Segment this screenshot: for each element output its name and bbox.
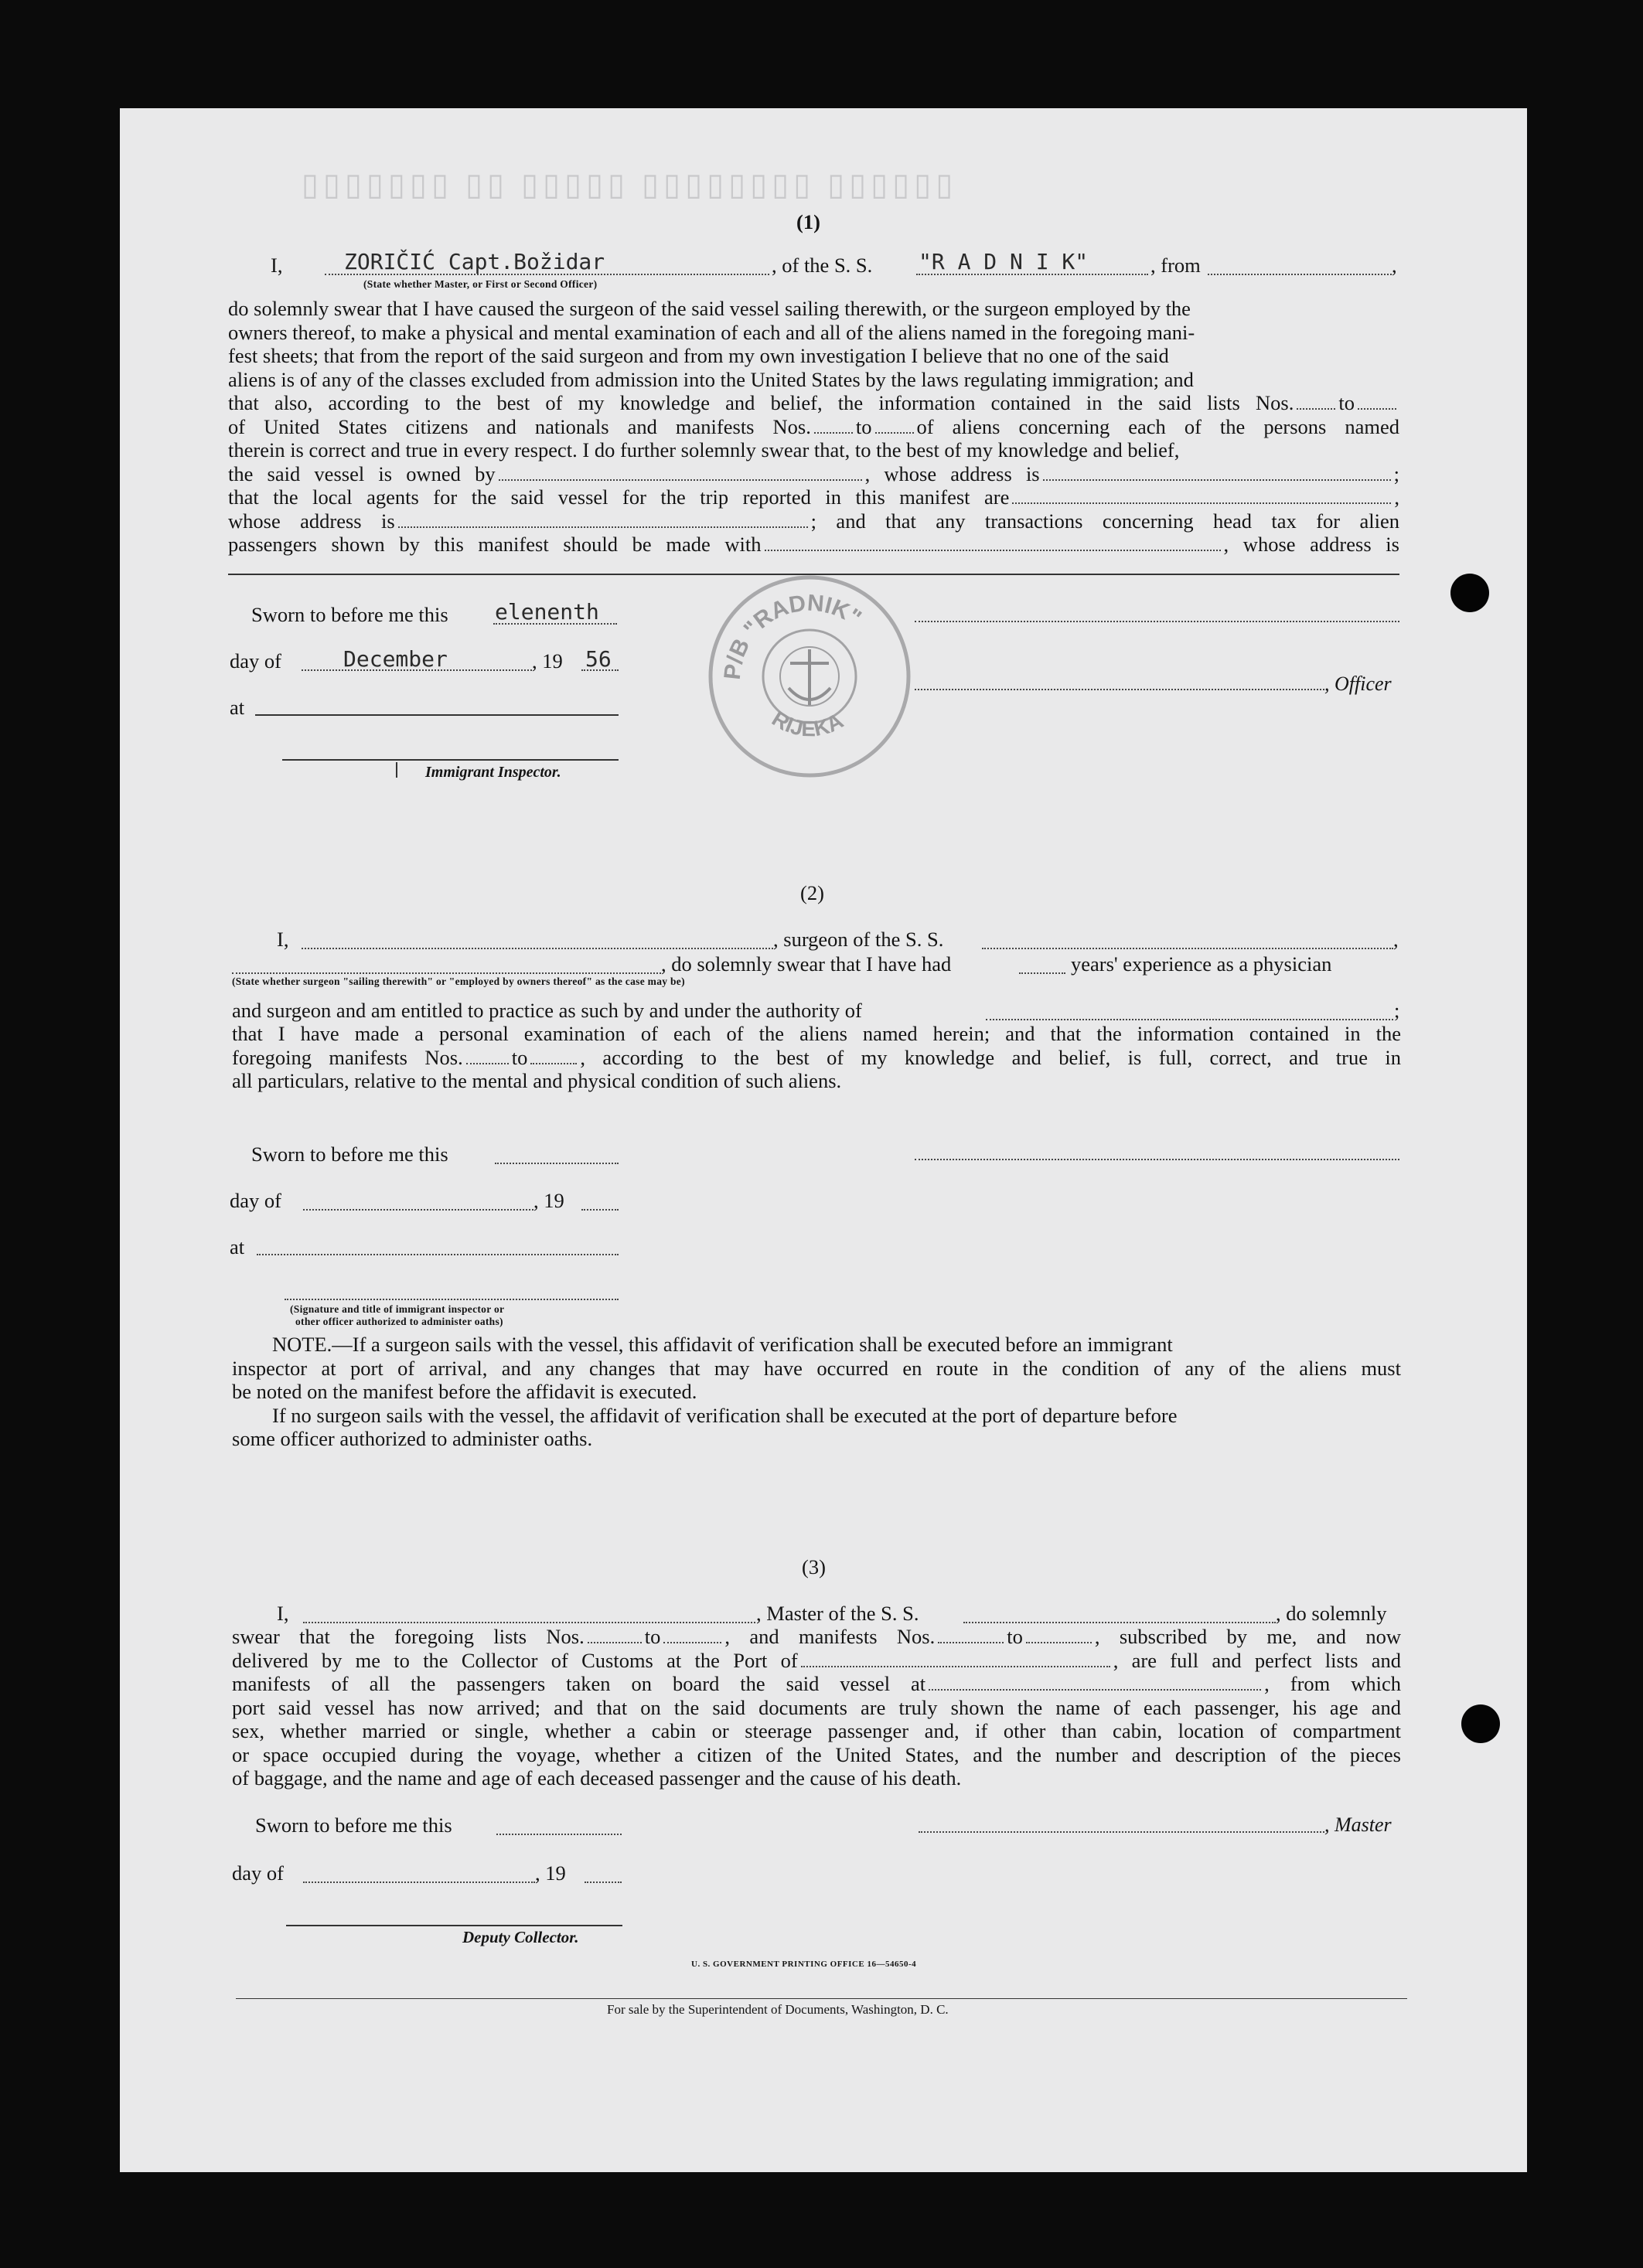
svg-text:RIJEKA: RIJEKA — [768, 706, 847, 741]
surgeon-caption: (State whether surgeon "sailing therewith" or "employed by owners thereof" as the case may be) — [232, 976, 685, 987]
sig-caption-2: other officer authorized to administer oaths) — [295, 1316, 503, 1327]
sworn-label-3: Sworn to before me this — [255, 1813, 452, 1837]
inspector-signature-line — [282, 759, 619, 761]
punch-hole — [1461, 1704, 1500, 1743]
master-pronoun: I, — [277, 1602, 289, 1625]
year-prefix-1: , 19 — [532, 649, 563, 673]
officer-caption: , Officer — [1324, 673, 1392, 695]
officer-line-1 — [915, 621, 1399, 622]
year-prefix-3: , 19 — [535, 1861, 566, 1885]
at-label-2: at — [230, 1235, 245, 1258]
swear-had-label: , do solemnly swear that I have had — [661, 952, 952, 976]
surgeon-pronoun: I, — [277, 928, 289, 951]
punch-hole — [1450, 574, 1489, 612]
officer-signature-line — [915, 689, 1324, 690]
authority-label: and surgeon and am entitled to practice as such by and under the authority of — [232, 999, 862, 1022]
year-prefix-2: , 19 — [533, 1189, 564, 1212]
from-line — [1208, 274, 1392, 275]
sworn-label-2: Sworn to before me this — [251, 1143, 448, 1166]
sworn-day: elenenth — [495, 599, 599, 625]
sale-note: For sale by the Superintendent of Documents, Washington, D. C. — [607, 2002, 949, 2017]
deputy-signature-line — [286, 1925, 622, 1926]
section3-body: swear that the foregoing lists Nos. to , and manifests Nos. to , subscribed by me, and now delivered by me to the Collector of Customs at the Port of , are full and perfect lists and manifests of all the passengers taken on board the said vessel at , from which port said vessel has now arrived; and that on the said documents are truly shown the name of each passenger, his age and sex, whether married or single, whether a cabin or steerage passenger and, if other than cabin, location of compartment or space occupied during the voyage, whether a citizen of the United States, and the number and description of the pieces of baggage, and the name and age of each deceased passenger and the cause of his death. — [232, 1625, 1401, 1790]
section-number-2: (2) — [800, 881, 824, 904]
section-number-1: (1) — [796, 210, 820, 233]
master-of-label: , Master of the S. S. — [756, 1602, 919, 1625]
years-label: years' experience as a physician — [1071, 952, 1332, 976]
surgeon-signature-line — [915, 1159, 1399, 1160]
surgeon-of-label: , surgeon of the S. S. — [773, 928, 944, 951]
day-of-label-3: day of — [232, 1861, 284, 1885]
ship-stamp — [705, 572, 914, 781]
oath-pronoun: I, — [271, 254, 283, 277]
rank-caption: (State whether Master, or First or Second Officer) — [363, 278, 598, 290]
bleed-through-text: ▯▯▯▯▯▯▯ ▯▯ ▯▯▯▯▯ ▯▯▯▯▯▯▯▯ ▯▯▯▯▯▯ — [302, 167, 958, 202]
section2-body: that I have made a personal examination of each of the aliens named herein; and that the information contained in the foregoing manifests Nos. to , according to the best of my knowledge and belief, is full, correct, and true in all particulars, relative to the mental and physical condition of such aliens. — [232, 1022, 1401, 1092]
sworn-month: December — [343, 646, 448, 672]
day-of-label-1: day of — [230, 649, 281, 673]
section1-oath: do solemnly swear that I have caused the surgeon of the said vessel sailing therewith, or the surgeon employed by the owners thereof, to make a physical and mental examination of each and all of the aliens named in the foregoing mani- fest sheets; that from the report of the said surgeon and from my own investigation I believe that no one of the said aliens is of any of the classes excluded from admission into the United States by the laws regulating immigration; and that also, according to the best of my knowledge and belief, the information contained in the said lists Nos. to of United States citizens and nationals and manifests Nos. to of aliens concerning each of the persons named therein is correct and true in every respect. I do further solemnly swear that, to the best of my knowledge and belief, the said vessel is owned by , whose address is ; that the local agents for the said vessel for the trip reported in this manifest are , whose address is ; and that any transactions concerning head tax for alien passengers shown by this manifest should be made with , whose address is — [228, 297, 1399, 556]
svg-text:P/B "RADNIK": P/B "RADNIK" — [719, 590, 866, 681]
note-block: NOTE.—If a surgeon sails with the vessel, this affidavit of verification shall be executed before an immigrant inspector at port of arrival, and any changes that may have occurred en route in the condition of any of the aliens must be noted on the manifest before the affidavit is executed. If no surgeon sails with the vessel, the affidavit of verification shall be executed at the port of departure before some officer authorized to administer oaths. — [232, 1333, 1401, 1450]
master-caption: , Master — [1324, 1813, 1392, 1836]
deputy-caption: Deputy Collector. — [462, 1928, 579, 1946]
sworn-label-1: Sworn to before me this — [251, 603, 448, 626]
sworn-year: 56 — [585, 646, 612, 672]
sig-caption-1: (Signature and title of immigrant inspector or — [290, 1303, 505, 1315]
master-name: ZORIČIĆ Capt.Božidar — [344, 249, 605, 274]
printing-office: U. S. GOVERNMENT PRINTING OFFICE 16—54650-4 — [691, 1960, 917, 1969]
from-label: , from — [1150, 254, 1201, 277]
day-of-label-2: day of — [230, 1189, 281, 1212]
at-label-1: at — [230, 696, 245, 719]
ship-name: "R A D N I K" — [919, 249, 1089, 274]
inspector-caption: Immigrant Inspector. — [425, 764, 561, 781]
do-solemnly-label: , do solemnly — [1276, 1602, 1387, 1625]
master-signature-line — [919, 1831, 1324, 1833]
of-the-ss-label: , of the S. S. — [772, 254, 873, 277]
inspector-signature-line-2 — [285, 1299, 619, 1300]
section-number-3: (3) — [802, 1555, 826, 1578]
